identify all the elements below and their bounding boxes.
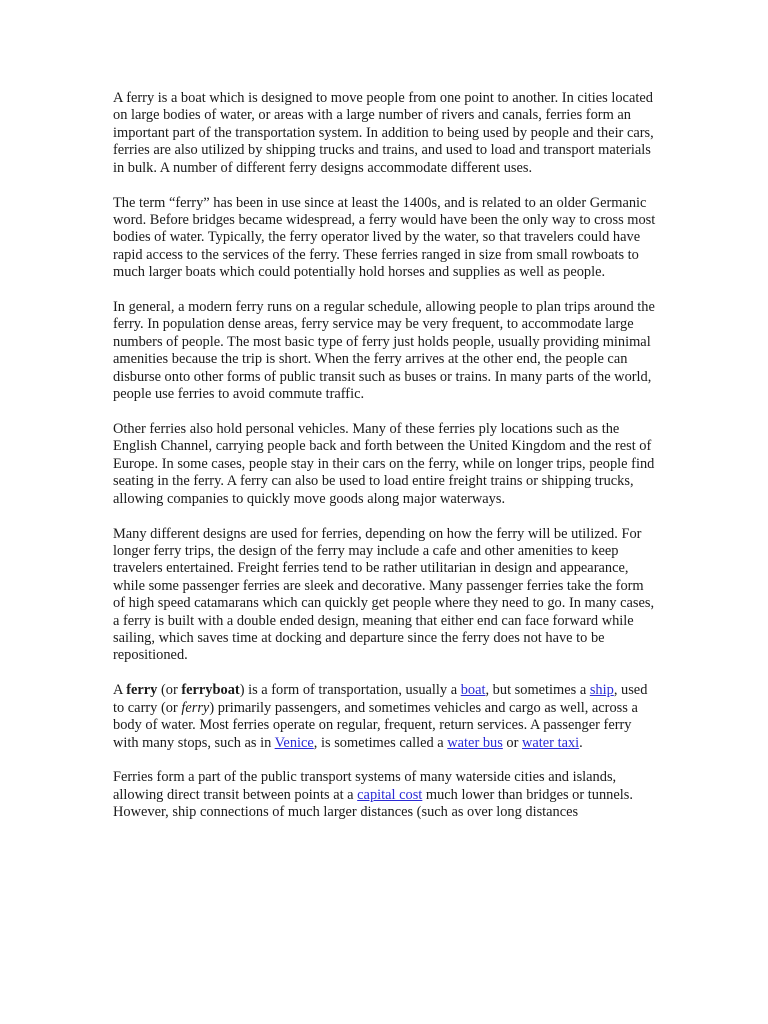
link-ship[interactable]: ship: [589, 682, 614, 699]
text-run: A: [113, 682, 127, 699]
italic-term-ferry: ferry: [181, 699, 210, 716]
document-page: [113, 90, 658, 839]
link-capital-cost[interactable]: capital cost: [357, 786, 423, 803]
paragraph-1: A ferry is a boat which is designed to move people from one point to another. In cities located on large bodies of water, or areas with a large number of rivers and canals, ferries form an important part of the transportation system. In addition to being used by people and their cars, ferries are also utilized by shipping trucks and trains, and used to load and transport materials in bulk. A number of different ferry designs accommodate different uses.: [113, 90, 654, 176]
bold-term-ferryboat: ferryboat: [181, 682, 240, 699]
paragraph-4: Other ferries also hold personal vehicles. Many of these ferries ply locations such as the English Channel, carrying people back and forth between the United Kingdom and the rest of Europe. In some cases, people stay in their cars on the ferry, while on longer trips, people find seating in the ferry. A ferry can also be used to load entire freight trains or shipping trucks, allowing companies to quickly move goods along major waterways.: [113, 421, 655, 507]
link-water-bus[interactable]: water bus: [447, 734, 503, 751]
text-run: ) primarily passengers, and sometimes vehicles and cargo as well, across a body of water. Most ferries operate on regular, frequent, return services. A passenger ferry with many stops, such as in: [113, 699, 638, 751]
paragraph-7: [113, 769, 658, 821]
text-run: , used to carry (or: [113, 682, 648, 716]
bold-term-ferry: ferry: [126, 682, 158, 699]
text-run: , but sometimes a: [485, 682, 590, 699]
link-boat[interactable]: boat: [460, 682, 486, 699]
text-run: (or: [157, 682, 182, 699]
text-run: ) is a form of transportation, usually a: [239, 682, 461, 699]
paragraph-5: Many different designs are used for ferries, depending on how the ferry will be utilized. For longer ferry trips, the design of the ferry may include a cafe and other amenities to keep travelers entertained. Freight ferries tend to be rather utilitarian in design and appearance, while some passenger ferries are sleek and decorative. Many passenger ferries take the form of high speed catamarans which can quickly get people where they need to go. In many cases, a ferry is built with a double ended design, meaning that either end can face forward while sailing, which saves time at docking and departure since the ferry does not have to be repositioned.: [113, 525, 655, 664]
text-run: or: [502, 734, 523, 751]
text-run: Ferries form a part of the public transport systems of many waterside cities and islands, allowing direct transit between points at a: [113, 769, 617, 803]
text-run: .: [579, 734, 583, 751]
paragraph-2: The term “ferry” has been in use since at least the 1400s, and is related to an older Germanic word. Before bridges became widespread, a ferry would have been the only way to cross most bodies of water. Typically, the ferry operator lived by the water, so that travelers could have rapid access to the services of the ferry. These ferries ranged in size from small rowboats to much larger boats which could potentially hold horses and supplies as well as people.: [113, 194, 656, 281]
text-run: , is sometimes called a: [313, 734, 448, 751]
paragraph-3: In general, a modern ferry runs on a regular schedule, allowing people to plan trips around the ferry. In population dense areas, ferry service may be very frequent, to accommodate large numbers of people. The most basic type of ferry just holds people, usually providing minimal amenities because the trip is short. When the ferry arrives at the other end, the people can disburse onto other forms of public transit such as buses or trains. In many parts of the world, people use ferries to avoid commute traffic.: [113, 299, 655, 403]
paragraph-6: [113, 682, 658, 752]
link-water-taxi[interactable]: water taxi: [522, 734, 580, 751]
text-run: much lower than bridges or tunnels. However, ship connections of much larger distances (such as over long distances: [113, 786, 633, 821]
link-venice[interactable]: Venice: [274, 734, 314, 751]
